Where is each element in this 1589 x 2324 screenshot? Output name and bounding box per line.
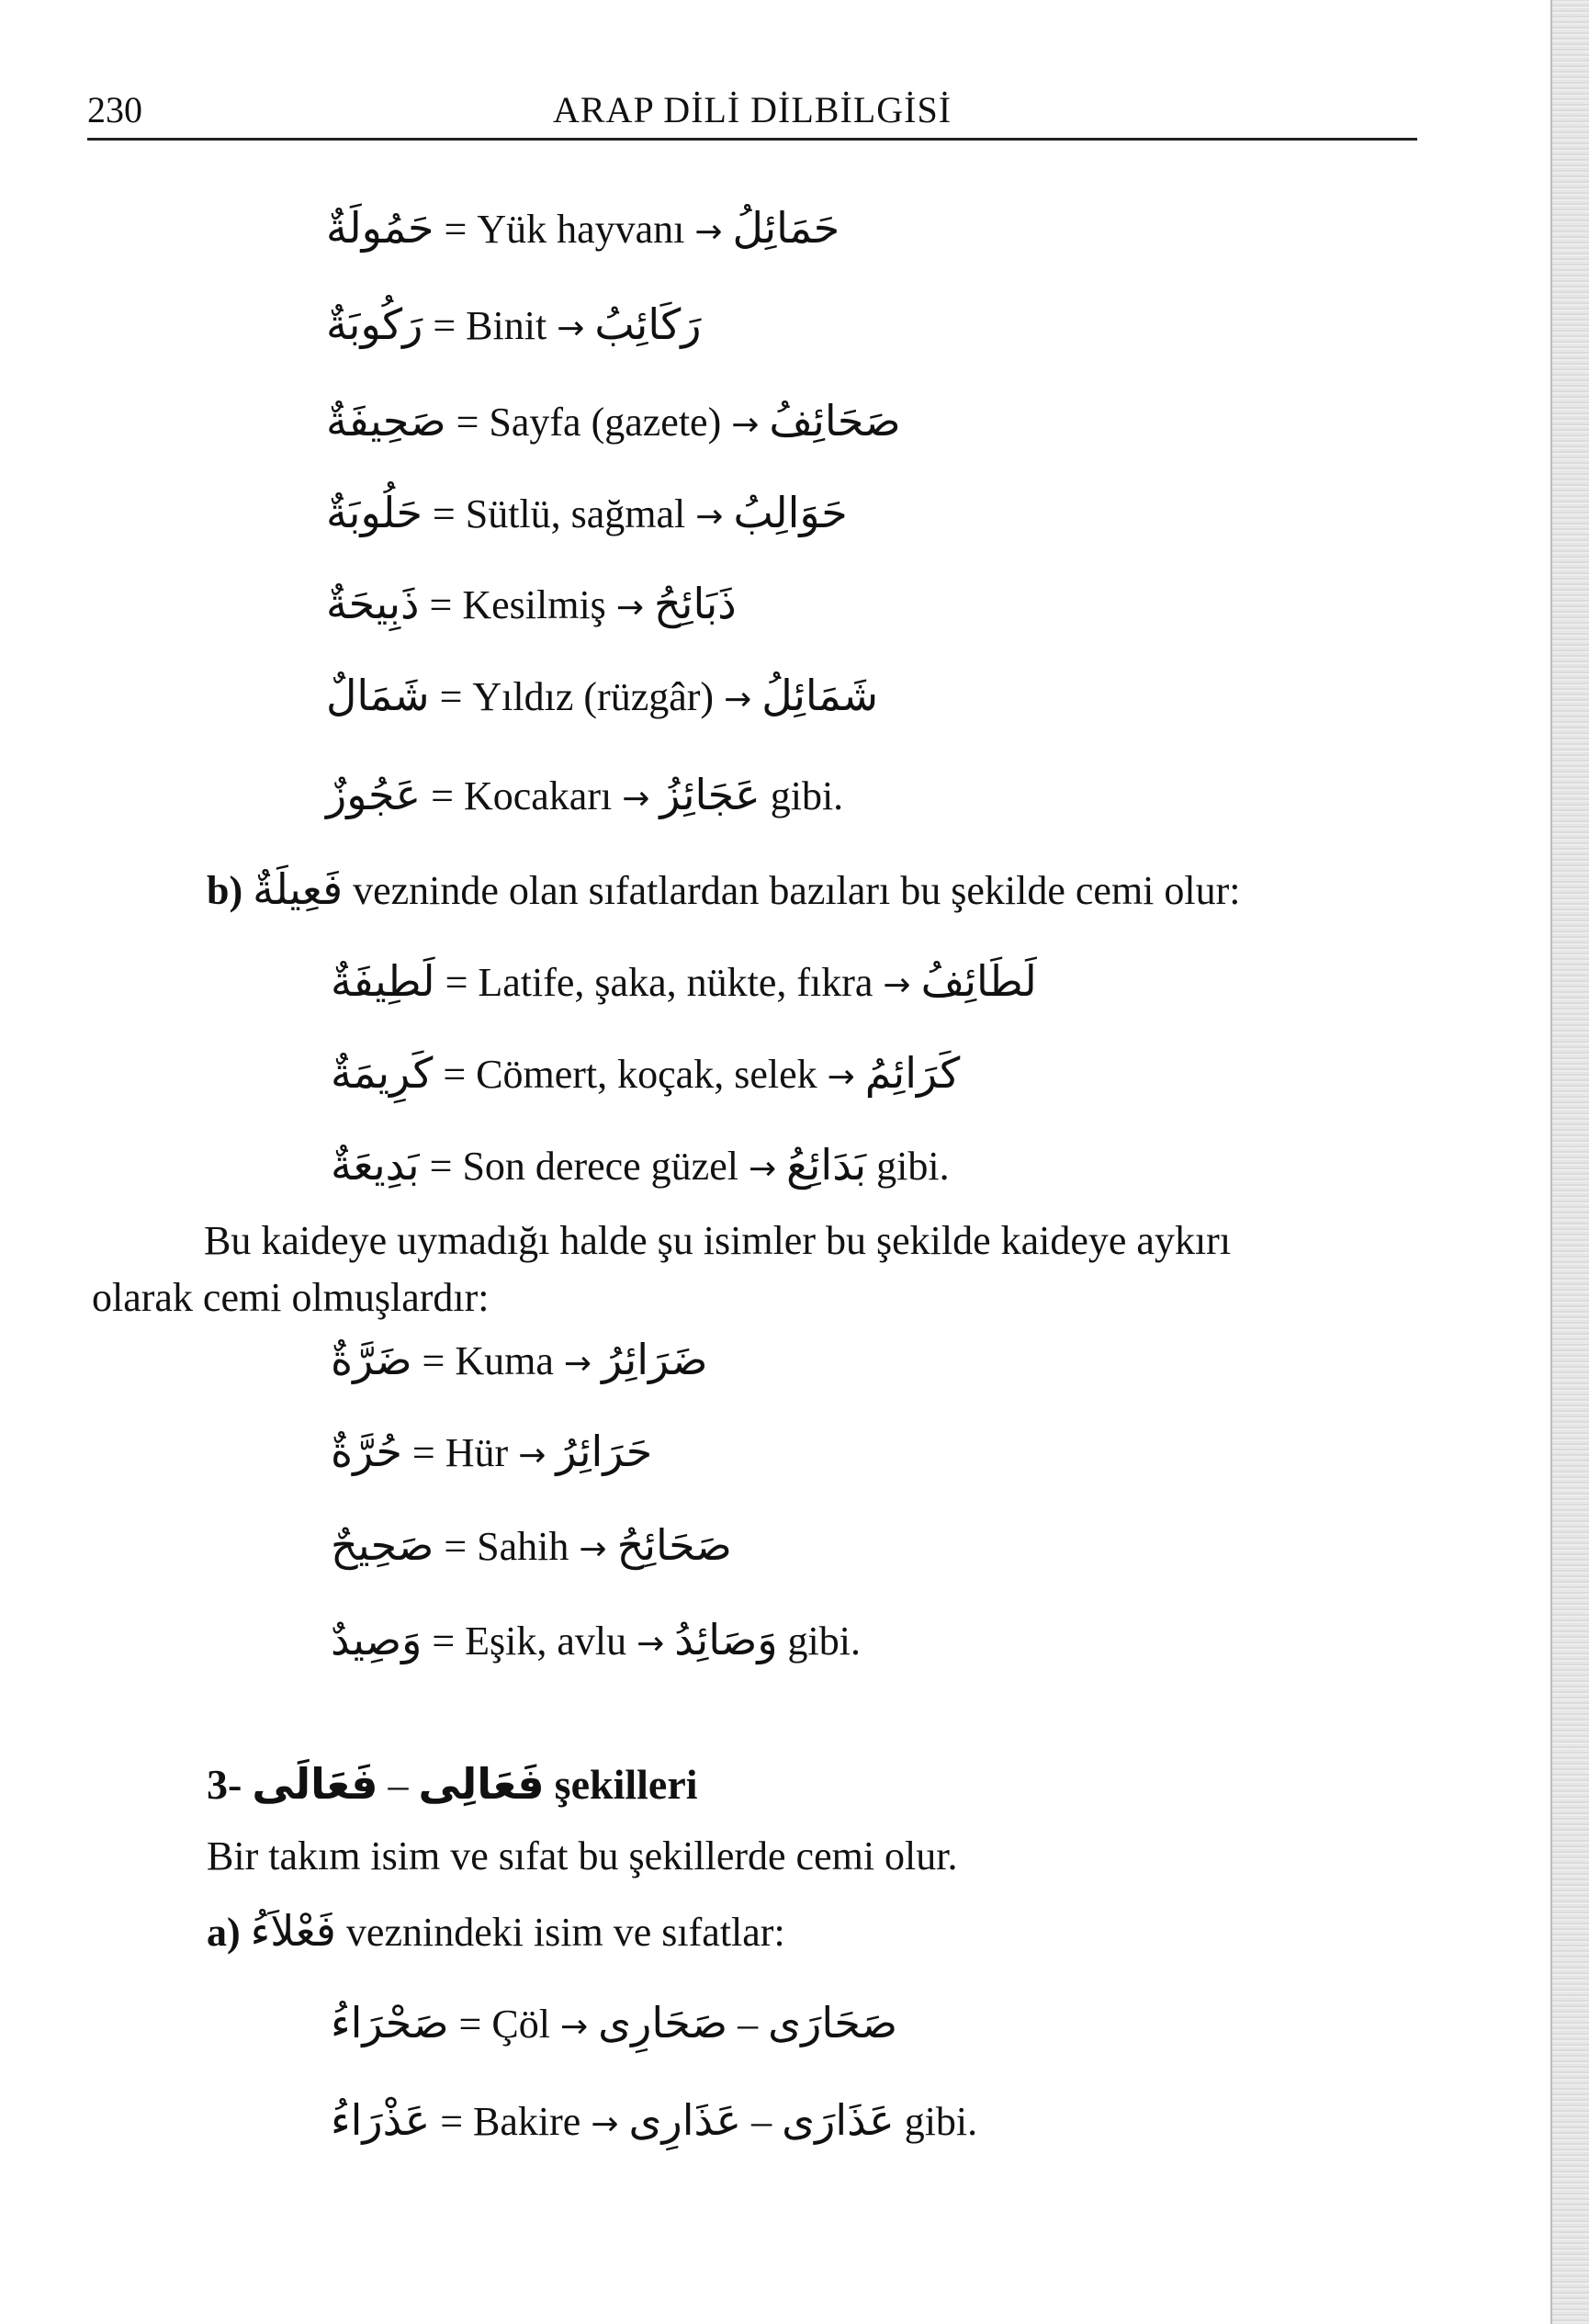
turkish-meaning: Yıldız (rüzgâr) bbox=[472, 674, 715, 719]
section-label: b) bbox=[207, 868, 243, 913]
arabic-plural: رَكَائِبُ bbox=[594, 299, 702, 349]
arabic-plural: عَذَارِى bbox=[628, 2095, 742, 2145]
list-item bbox=[326, 393, 901, 453]
arabic-singular: وَصِيدٌ bbox=[331, 1615, 423, 1664]
arrow-icon: → bbox=[518, 1437, 547, 1474]
list-item bbox=[331, 1137, 950, 1197]
list-item bbox=[331, 2093, 977, 2152]
arrow-icon: → bbox=[563, 1345, 592, 1382]
arabic-plural: حَوَالِبُ bbox=[733, 488, 848, 537]
turkish-meaning: Hür bbox=[445, 1430, 509, 1475]
header-rule bbox=[87, 138, 1417, 141]
turkish-meaning: Latife, şaka, nükte, fıkra bbox=[478, 960, 873, 1005]
equals-sign: = bbox=[445, 960, 468, 1005]
gibi-text: gibi. bbox=[787, 1619, 861, 1664]
equals-sign: = bbox=[422, 1338, 445, 1383]
arabic-plural: عَجَائِزُ bbox=[659, 770, 761, 819]
list-item bbox=[331, 1332, 707, 1392]
arrow-icon: → bbox=[615, 589, 644, 626]
arrow-icon: → bbox=[579, 1530, 607, 1568]
list-item bbox=[326, 576, 737, 636]
gibi-text: gibi. bbox=[876, 1144, 950, 1189]
arrow-icon: → bbox=[748, 1150, 777, 1188]
arabic-plural: صَحَارِى bbox=[598, 1998, 728, 2048]
list-item bbox=[331, 1995, 897, 2055]
equals-sign: = bbox=[429, 1144, 453, 1189]
arrow-icon: → bbox=[591, 2105, 619, 2143]
arabic-singular: بَدِيعَةٌ bbox=[331, 1140, 420, 1190]
section-text: vezninde olan sıfatlardan bazıları bu şekilde cemi olur: bbox=[353, 868, 1241, 913]
turkish-meaning: Son derece güzel bbox=[462, 1144, 738, 1189]
arabic-plural: لَطَائِفُ bbox=[920, 956, 1037, 1006]
arrow-icon: → bbox=[637, 1625, 665, 1663]
turkish-meaning: Yük hayvanı bbox=[477, 207, 685, 252]
turkish-meaning: Cömert, koçak, selek bbox=[476, 1052, 817, 1097]
list-item bbox=[331, 1045, 960, 1105]
arabic-singular: رَكُوبَةٌ bbox=[326, 299, 423, 349]
dash: – bbox=[751, 2099, 772, 2144]
equals-sign: = bbox=[433, 303, 456, 348]
arrow-icon: → bbox=[883, 966, 911, 1004]
dash: – bbox=[738, 2002, 759, 2047]
turkish-meaning: Çöl bbox=[491, 2002, 550, 2047]
section-b-heading bbox=[207, 862, 1241, 919]
list-item bbox=[326, 668, 878, 728]
arabic-singular: صَحْرَاءُ bbox=[331, 1998, 449, 2048]
arabic-plural: وَصَائِدُ bbox=[674, 1615, 778, 1664]
arrow-icon: → bbox=[827, 1058, 855, 1096]
equals-sign: = bbox=[432, 491, 456, 536]
equals-sign: = bbox=[443, 1052, 467, 1097]
section-intro: Bir takım isim ve sıfat bu şekillerde cemi olur. bbox=[207, 1833, 958, 1878]
arabic-singular: شَمَالٌ bbox=[326, 671, 430, 720]
turkish-meaning: Kuma bbox=[455, 1338, 554, 1383]
gibi-text: gibi. bbox=[904, 2099, 978, 2144]
arabic-singular: حَلُوبَةٌ bbox=[326, 488, 423, 537]
equals-sign: = bbox=[456, 400, 479, 445]
arabic-singular: حَمُولَةٌ bbox=[326, 203, 434, 253]
arabic-singular: ذَبِيحَةٌ bbox=[326, 579, 420, 628]
equals-sign: = bbox=[439, 674, 463, 719]
page-edge-line bbox=[1550, 0, 1552, 2324]
arabic-plural: صَحَائِفُ bbox=[769, 396, 901, 446]
arrow-icon: → bbox=[724, 681, 752, 718]
list-item bbox=[331, 1612, 861, 1672]
arabic-plural: حَمَائِلُ bbox=[732, 203, 840, 253]
turkish-meaning: Kesilmiş bbox=[462, 582, 606, 627]
arabic-singular: صَحِيفَةٌ bbox=[326, 396, 446, 446]
equals-sign: = bbox=[444, 1524, 468, 1569]
arabic-plural: ضَرَائِرُ bbox=[602, 1335, 708, 1384]
list-item bbox=[331, 1517, 732, 1577]
equals-sign: = bbox=[444, 207, 468, 252]
turkish-meaning: Bakire bbox=[473, 2099, 581, 2144]
section-title: şekilleri bbox=[554, 1761, 698, 1808]
turkish-meaning: Binit bbox=[466, 303, 547, 348]
arrow-icon: → bbox=[622, 780, 650, 818]
arabic-singular: ضَرَّةٌ bbox=[331, 1335, 412, 1384]
list-item bbox=[331, 1424, 652, 1484]
arabic-singular: عَذْرَاءُ bbox=[331, 2095, 431, 2145]
arabic-plural: كَرَائِمُ bbox=[864, 1048, 961, 1098]
arabic-plural: ذَبَائِحُ bbox=[653, 579, 737, 628]
list-item bbox=[331, 953, 1037, 1013]
arabic-plural: حَرَائِرُ bbox=[556, 1427, 653, 1476]
arabic-singular: كَرِيمَةٌ bbox=[331, 1048, 434, 1098]
page-edge-shadow bbox=[1550, 0, 1589, 2324]
wazn-pattern: فَعِيلَةٌ bbox=[253, 864, 344, 914]
equals-sign: = bbox=[440, 2099, 464, 2144]
list-item bbox=[326, 767, 843, 827]
dash: – bbox=[388, 1763, 409, 1808]
section-label: a) bbox=[207, 1910, 241, 1955]
arabic-plural: صَحَائِحُ bbox=[616, 1520, 732, 1570]
section-text: veznindeki isim ve sıfatlar: bbox=[345, 1910, 785, 1955]
form-fa-ala: فَعَالَى bbox=[252, 1759, 378, 1809]
equals-sign: = bbox=[432, 1619, 456, 1664]
turkish-meaning: Eşik, avlu bbox=[465, 1619, 627, 1664]
equals-sign: = bbox=[431, 773, 454, 818]
turkish-meaning: Kocakarı bbox=[463, 773, 613, 818]
arabic-singular: لَطِيفَةٌ bbox=[331, 956, 435, 1006]
arabic-plural-alt: صَحَارَى bbox=[768, 1998, 898, 2048]
arabic-singular: صَحِيحٌ bbox=[331, 1520, 434, 1570]
form-fa-ali: فَعَالِى bbox=[418, 1759, 545, 1809]
turkish-meaning: Sahih bbox=[477, 1524, 569, 1569]
wazn-pattern: فَعْلاَءُ bbox=[250, 1906, 336, 1956]
arabic-plural-alt: عَذَارَى bbox=[782, 2095, 895, 2145]
arabic-singular: عَجُوزٌ bbox=[326, 770, 422, 819]
page-number: 230 bbox=[87, 89, 142, 130]
turkish-meaning: Sayfa (gazete) bbox=[489, 400, 722, 445]
equals-sign: = bbox=[411, 1430, 435, 1475]
equals-sign: = bbox=[458, 2002, 482, 2047]
list-item bbox=[326, 485, 848, 545]
section-number: 3- bbox=[207, 1761, 242, 1808]
arrow-icon: → bbox=[694, 213, 723, 251]
running-title: ARAP DİLİ DİLBİLGİSİ bbox=[552, 89, 952, 130]
arrow-icon: → bbox=[695, 498, 724, 536]
paragraph-line: olarak cemi olmuşlardır: bbox=[92, 1275, 490, 1320]
arrow-icon: → bbox=[559, 2008, 589, 2046]
arabic-plural: شَمَائِلُ bbox=[761, 671, 879, 720]
paragraph-line: Bu kaideye uymadığı halde şu isimler bu şekilde kaideye aykırı bbox=[204, 1218, 1232, 1263]
section-3-heading bbox=[207, 1756, 698, 1813]
arrow-icon: → bbox=[731, 406, 760, 444]
page-header bbox=[87, 85, 1417, 140]
gibi-text: gibi. bbox=[770, 773, 844, 818]
turkish-meaning: Sütlü, sağmal bbox=[465, 491, 686, 536]
equals-sign: = bbox=[429, 582, 453, 627]
list-item bbox=[326, 297, 701, 356]
section-a-heading bbox=[207, 1903, 785, 1960]
list-item bbox=[326, 200, 840, 260]
arabic-plural: بَدَائِعُ bbox=[786, 1140, 867, 1190]
arabic-singular: حُرَّةٌ bbox=[331, 1427, 402, 1476]
arrow-icon: → bbox=[557, 310, 585, 347]
